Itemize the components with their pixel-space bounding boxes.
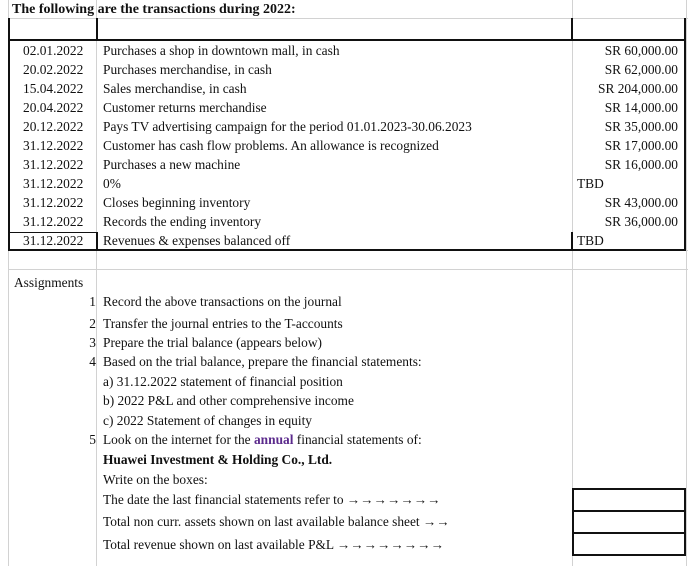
assignment-number: 3 bbox=[89, 335, 96, 350]
assignment-item bbox=[0, 292, 700, 311]
assignment-subitem bbox=[0, 372, 700, 391]
transaction-description: Records the ending inventory bbox=[103, 214, 262, 229]
transaction-date: 31.12.2022 bbox=[23, 214, 84, 229]
transaction-amount: SR 43,000.00 bbox=[604, 195, 678, 210]
table-row bbox=[0, 98, 700, 117]
assignment-text: Transfer the journal entries to the T-accounts bbox=[103, 316, 343, 331]
table-row bbox=[0, 41, 700, 60]
assignment-subitem bbox=[0, 391, 700, 410]
table-row bbox=[0, 136, 700, 155]
assignment-number: 2 bbox=[89, 316, 96, 331]
assignment-item bbox=[0, 333, 700, 352]
transaction-date: 31.12.2022 bbox=[23, 176, 84, 191]
assignment-item bbox=[0, 352, 700, 371]
transaction-date: 20.04.2022 bbox=[23, 100, 84, 115]
transaction-description: Customer returns merchandise bbox=[103, 100, 267, 115]
table-col-border bbox=[571, 18, 573, 41]
transaction-description: 0% bbox=[103, 176, 121, 191]
transaction-date: 31.12.2022 bbox=[23, 233, 84, 248]
assignments-heading: Assignments bbox=[14, 275, 84, 290]
table-row bbox=[0, 231, 700, 250]
company-row bbox=[0, 450, 700, 469]
item5-suffix: financial statements of: bbox=[293, 432, 422, 447]
assignment-number: 5 bbox=[89, 432, 96, 447]
answer-box-total-revenue[interactable] bbox=[572, 532, 686, 556]
table-row bbox=[0, 117, 700, 136]
assignment-subitem-text: a) 31.12.2022 statement of financial position bbox=[103, 374, 343, 389]
transaction-description: Purchases merchandise, in cash bbox=[103, 62, 272, 77]
question-text: Total revenue shown on last available P&L →→→→→→→→ bbox=[103, 537, 445, 552]
transaction-date: 15.04.2022 bbox=[23, 81, 84, 96]
transaction-date: 31.12.2022 bbox=[23, 138, 84, 153]
transaction-amount: SR 204,000.00 bbox=[598, 81, 678, 96]
transaction-description: Revenues & expenses balanced off bbox=[103, 233, 291, 248]
item5-prefix: Look on the internet for the bbox=[103, 432, 254, 447]
table-row bbox=[0, 60, 700, 79]
assignment-subitem-text: c) 2022 Statement of changes in equity bbox=[103, 413, 312, 428]
question-text: Total non curr. assets shown on last available balance sheet →→ bbox=[103, 514, 450, 529]
title-row bbox=[0, 0, 700, 19]
assignments-heading-row bbox=[0, 273, 700, 292]
table-row bbox=[0, 155, 700, 174]
transaction-date: 02.01.2022 bbox=[23, 43, 84, 58]
transaction-description: Purchases a shop in downtown mall, in cash bbox=[103, 43, 340, 58]
write-label-row bbox=[0, 470, 700, 489]
transaction-date: 31.12.2022 bbox=[23, 195, 84, 210]
assignment-text: Based on the trial balance, prepare the financial statements: bbox=[103, 354, 422, 369]
transaction-amount: SR 16,000.00 bbox=[604, 157, 678, 172]
assignment-text: Prepare the trial balance (appears below) bbox=[103, 335, 322, 350]
transaction-date: 20.12.2022 bbox=[23, 119, 84, 134]
assignment-subitem-text: b) 2022 P&L and other comprehensive income bbox=[103, 393, 354, 408]
table-row bbox=[0, 193, 700, 212]
transaction-amount: SR 35,000.00 bbox=[604, 119, 678, 134]
transaction-amount: SR 17,000.00 bbox=[604, 138, 678, 153]
table-row bbox=[0, 79, 700, 98]
transaction-amount: SR 62,000.00 bbox=[604, 62, 678, 77]
assignment-text bbox=[103, 430, 422, 449]
transaction-amount: SR 60,000.00 bbox=[604, 43, 678, 58]
assignment-item bbox=[0, 430, 700, 449]
transaction-amount: SR 36,000.00 bbox=[604, 214, 678, 229]
transaction-amount: SR 14,000.00 bbox=[604, 100, 678, 115]
assignment-number: 4 bbox=[89, 354, 96, 369]
transaction-date: 31.12.2022 bbox=[23, 157, 84, 172]
assignment-number: 1 bbox=[89, 294, 96, 309]
transaction-amount: TBD bbox=[577, 233, 604, 248]
question-text: The date the last financial statements refer to →→→→→→→ bbox=[103, 492, 441, 507]
transaction-description: Customer has cash flow problems. An allowance is recognized bbox=[103, 138, 439, 153]
transaction-date: 20.02.2022 bbox=[23, 62, 84, 77]
table-col-border bbox=[96, 18, 98, 41]
company-name: Huawei Investment & Holding Co., Ltd. bbox=[103, 452, 333, 467]
transaction-description: Purchases a new machine bbox=[103, 157, 241, 172]
page-title: The following are the transactions during 2022: bbox=[12, 2, 296, 17]
assignment-text: Record the above transactions on the journal bbox=[103, 294, 342, 309]
assignment-subitem bbox=[0, 411, 700, 430]
transaction-description: Closes beginning inventory bbox=[103, 195, 251, 210]
transaction-description: Pays TV advertising campaign for the period 01.01.2023-30.06.2023 bbox=[103, 119, 472, 134]
table-row bbox=[0, 212, 700, 231]
item5-highlight: annual bbox=[253, 432, 294, 447]
answer-box-date[interactable] bbox=[572, 488, 686, 512]
write-label: Write on the boxes: bbox=[103, 472, 208, 487]
answer-box-noncurrent-assets[interactable] bbox=[572, 510, 686, 534]
transaction-description: Sales merchandise, in cash bbox=[103, 81, 247, 96]
grid-line bbox=[8, 269, 688, 270]
table-row bbox=[0, 174, 700, 193]
assignment-item bbox=[0, 314, 700, 333]
transaction-amount: TBD bbox=[577, 176, 604, 191]
